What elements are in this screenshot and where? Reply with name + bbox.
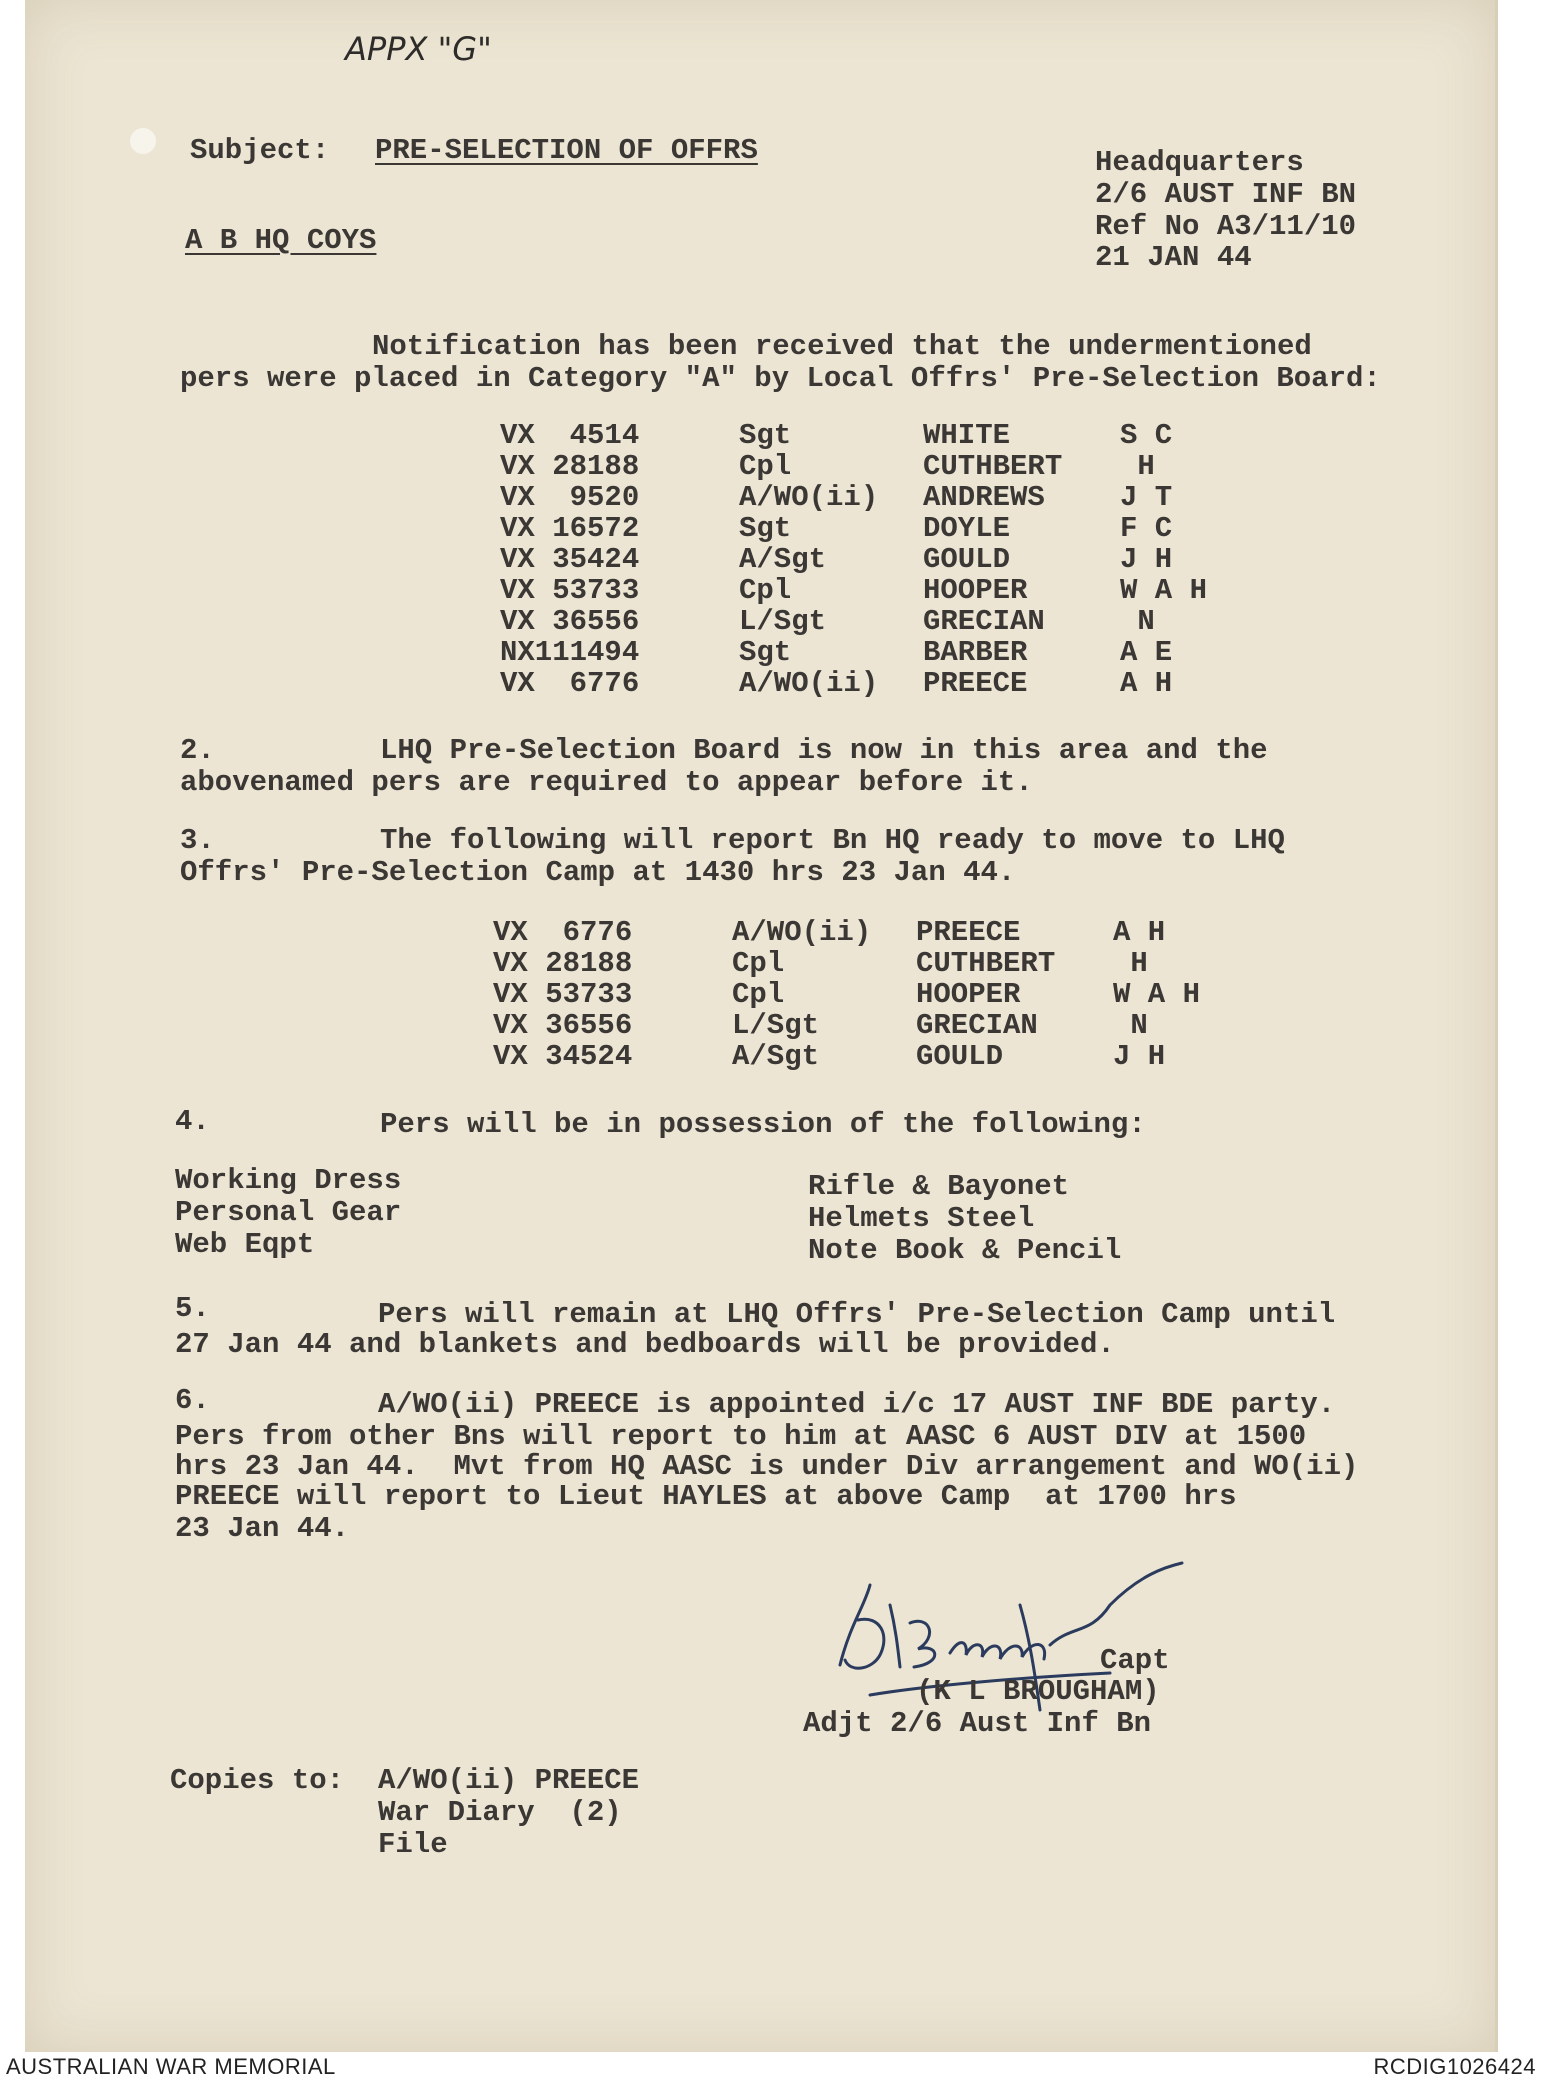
kit-item-right: Helmets Steel [808,1202,1035,1235]
para-3-line-1: The following will report Bn HQ ready to move to LHQ [380,824,1285,857]
para-2-line-1: LHQ Pre-Selection Board is now in this area and the [380,734,1268,767]
copy-recipient: File [378,1828,448,1861]
para-5-line-2: 27 Jan 44 and blankets and bedboards will be provided. [175,1328,1115,1361]
para-3-line-2: Offrs' Pre-Selection Camp at 1430 hrs 23 Jan 44. [180,856,1016,889]
archive-id: RCDIG1026424 [1373,2054,1536,2079]
subject-title: PRE-SELECTION OF OFFRS [375,134,758,167]
appendix-annotation: APPX "G" [345,30,492,68]
header-line-1: Headquarters [1095,146,1304,179]
copy-recipient: War Diary (2) [378,1796,622,1829]
para-6-line-3: hrs 23 Jan 44. Mvt from HQ AASC is under Div arrangement and WO(ii) [175,1450,1359,1483]
para-4-number: 4. [175,1105,210,1138]
intro-line-2: pers were placed in Category "A" by Local Offrs' Pre-Selection Board: [180,362,1381,395]
subject-label: Subject: [190,134,330,167]
para-6-line-4: PREECE will report to Lieut HAYLES at above Camp at 1700 hrs [175,1480,1237,1513]
punch-hole [130,128,156,154]
header-line-2: 2/6 AUST INF BN [1095,178,1357,211]
copy-recipient: A/WO(ii) PREECE [378,1764,640,1797]
intro-line-1: Notification has been received that the undermentioned [372,330,1312,363]
para-2-line-2: abovenamed pers are required to appear before it. [180,766,1033,799]
signatory-rank: Capt [1100,1644,1170,1677]
header-date: 21 JAN 44 [1095,241,1252,274]
para-3-number: 3. [180,824,215,857]
kit-item-left: Working Dress [175,1164,402,1197]
copies-label: Copies to: [170,1764,345,1797]
kit-item-right: Note Book & Pencil [808,1234,1122,1267]
para-6-line-5: 23 Jan 44. [175,1512,350,1545]
para-6-line-2: Pers from other Bns will report to him at AASC 6 AUST DIV at 1500 [175,1420,1307,1453]
addressee: A B HQ COYS [185,224,377,257]
signatory-title: Adjt 2/6 Aust Inf Bn [803,1707,1152,1740]
para-6-number: 6. [175,1384,210,1417]
para-2-number: 2. [180,734,215,767]
para-6-line-1: A/WO(ii) PREECE is appointed i/c 17 AUST INF BDE party. [378,1388,1336,1421]
kit-item-left: Web Eqpt [175,1228,315,1261]
para-4-line-1: Pers will be in possession of the following: [380,1108,1146,1141]
para-5-number: 5. [175,1292,210,1325]
kit-item-right: Rifle & Bayonet [808,1170,1070,1203]
para-5-line-1: Pers will remain at LHQ Offrs' Pre-Selection Camp until [378,1298,1336,1331]
header-reference: Ref No A3/11/10 [1095,210,1357,243]
signatory-name: (K L BROUGHAM) [916,1675,1160,1708]
archive-credit: AUSTRALIAN WAR MEMORIAL [6,2054,336,2079]
kit-item-left: Personal Gear [175,1196,402,1229]
